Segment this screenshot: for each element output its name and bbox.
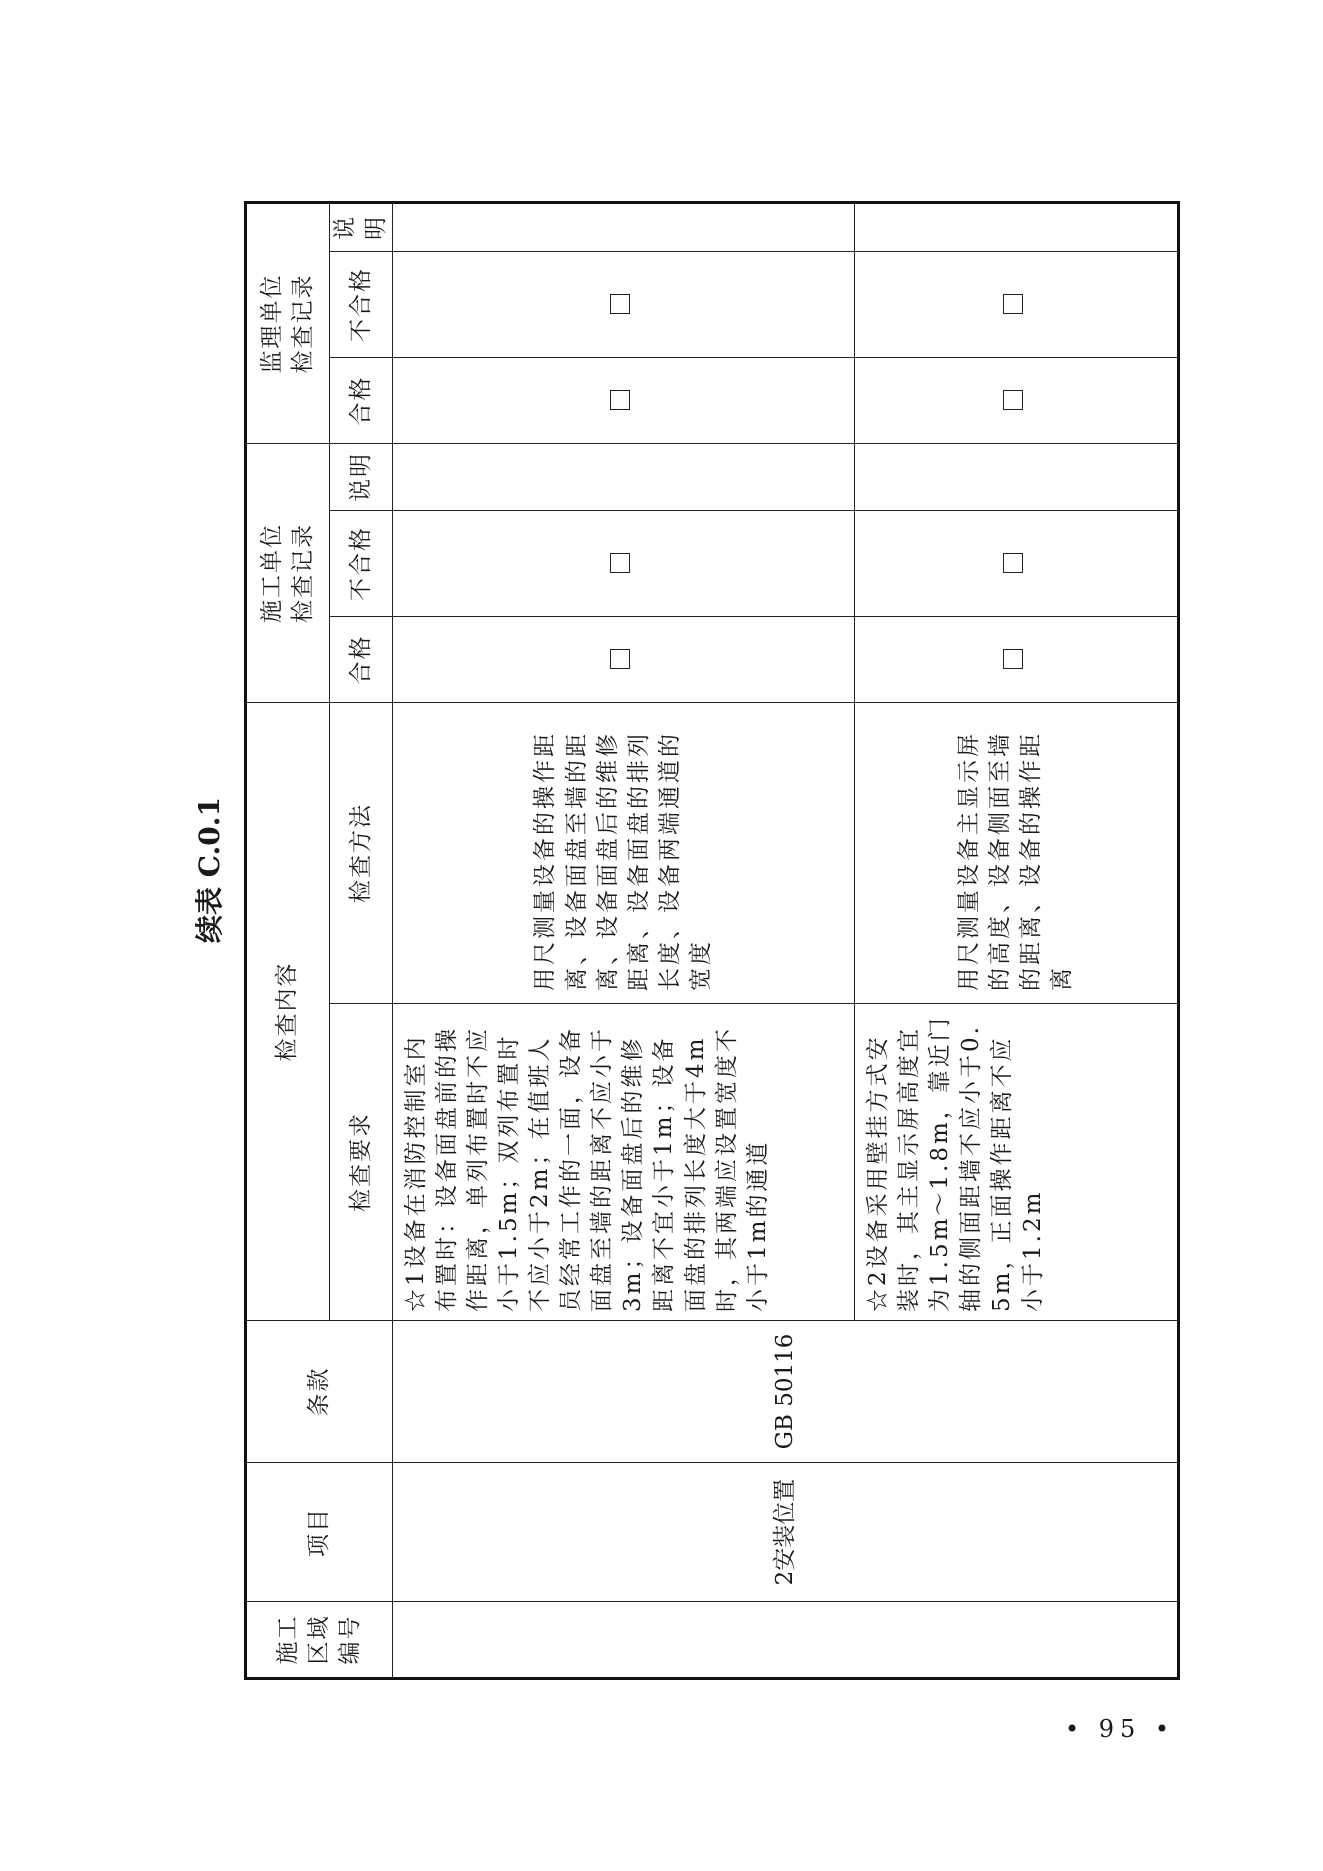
rotated-page xyxy=(244,204,1152,1680)
header-supervision-fail: 不合格 xyxy=(330,251,393,357)
cell-item: 2安装位置 xyxy=(393,1463,1179,1602)
cell-clause: GB 50116 xyxy=(393,1321,1179,1463)
checkbox-icon[interactable] xyxy=(610,650,630,670)
checkbox-icon[interactable] xyxy=(1003,554,1023,574)
page-number: • 95 • xyxy=(1064,1715,1176,1743)
requirement-text: ☆1设备在消防控制室内布置时：设备面盘前的操作距离，单列布置时不应小于1.5m；双列布置时不应小于2m；在值班人员经常工作的一面，设备面盘至墙的距离不应小于3m；设备面盘后的维修距离不宜小于1m；设备面盘的排列长度大于4m时，其两端应设置宽度不小于1m的通道 xyxy=(393,1004,855,1321)
table-row xyxy=(393,202,855,1678)
construction-note-cell xyxy=(855,443,1179,510)
checkbox-icon[interactable] xyxy=(1003,650,1023,670)
header-content: 检查内容 xyxy=(246,703,330,1321)
caption-rotator xyxy=(190,670,230,1070)
cell-zone xyxy=(393,1602,1179,1679)
construction-pass-cell xyxy=(855,617,1179,703)
checkbox-icon[interactable] xyxy=(1003,390,1023,410)
inspection-table-wrap xyxy=(244,204,1152,1680)
requirement-text: ☆2设备采用壁挂方式安装时，其主显示屏高度宜为1.5m～1.8m，靠近门轴的侧面距墙不应小于0.5m，正面操作距离不应小于1.2m xyxy=(855,1004,1179,1321)
header-item: 项目 xyxy=(246,1463,393,1602)
checkbox-icon[interactable] xyxy=(610,294,630,314)
header-zone: 施工 区域 编号 xyxy=(246,1602,393,1679)
header-construction-record: 施工单位 检查记录 xyxy=(246,443,330,702)
supervision-fail-cell xyxy=(393,251,855,357)
header-supervision-record: 监理单位 检查记录 xyxy=(246,202,330,443)
construction-fail-cell xyxy=(855,511,1179,617)
inspection-table xyxy=(244,201,1180,1680)
construction-pass-cell xyxy=(393,617,855,703)
header-method: 检查方法 xyxy=(330,703,393,1004)
checkbox-icon[interactable] xyxy=(1003,294,1023,314)
table-caption: 续表 C.0.1 xyxy=(193,797,226,944)
header-supervision-pass: 合格 xyxy=(330,357,393,443)
header-construction-pass: 合格 xyxy=(330,617,393,703)
header-construction-fail: 不合格 xyxy=(330,511,393,617)
supervision-pass-cell xyxy=(393,357,855,443)
checkbox-icon[interactable] xyxy=(610,390,630,410)
supervision-note-cell xyxy=(855,202,1179,251)
method-text: 用尺测量设备的操作距离、设备面盘至墙的距离、设备面盘后的维修距离、设备面盘的排列长度、设备两端通道的宽度 xyxy=(393,703,855,1004)
checkbox-icon[interactable] xyxy=(610,554,630,574)
header-construction-note: 说明 xyxy=(330,443,393,510)
method-text: 用尺测量设备主显示屏的高度、设备侧面至墙的距离、设备的操作距离 xyxy=(855,703,1179,1004)
supervision-note-cell xyxy=(393,202,855,251)
supervision-pass-cell xyxy=(855,357,1179,443)
header-clause: 条款 xyxy=(246,1321,393,1463)
header-supervision-note: 说明 xyxy=(330,202,393,251)
supervision-fail-cell xyxy=(855,251,1179,357)
header-requirement: 检查要求 xyxy=(330,1004,393,1321)
construction-note-cell xyxy=(393,443,855,510)
construction-fail-cell xyxy=(393,511,855,617)
